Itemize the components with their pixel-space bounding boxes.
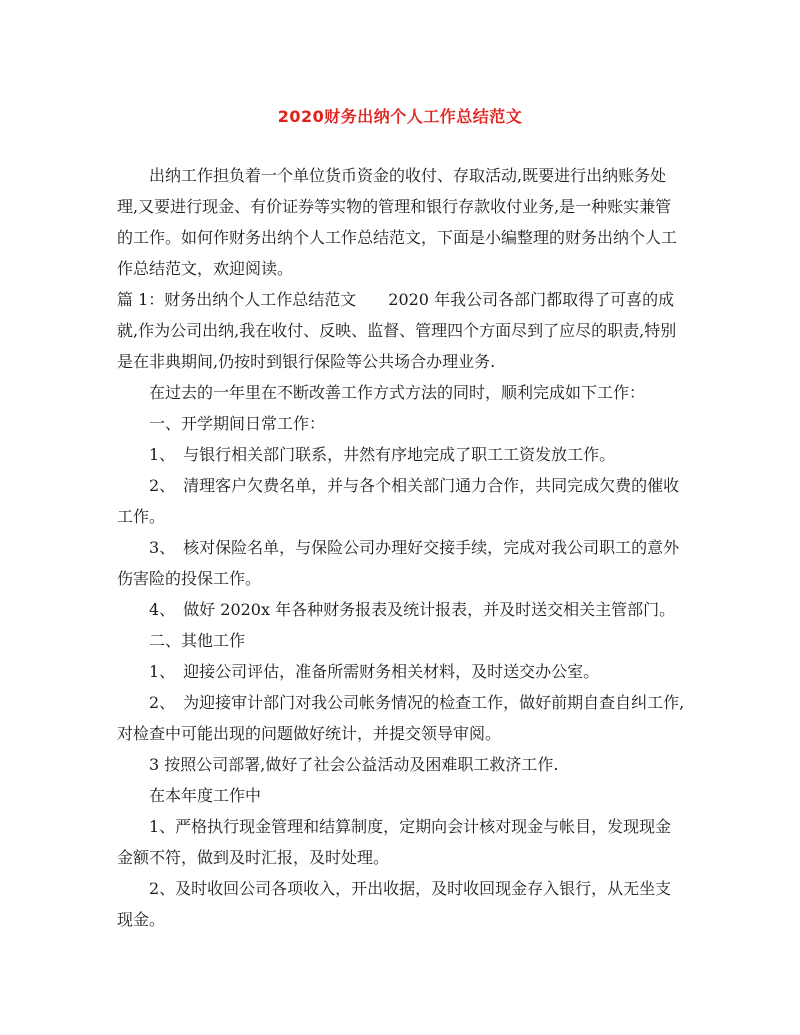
heading-annual-work: 在本年度工作中 bbox=[149, 786, 262, 805]
list-item-other-1: 1、 迎接公司评估，准备所需财务相关材料，及时送交办公室。 bbox=[149, 662, 600, 681]
document-title: 2020财务出纳个人工作总结范文 bbox=[277, 107, 523, 126]
paragraph-intro: 出纳工作担负着一个单位货币资金的收付、存取活动,既要进行出纳账务处理,又要进行现金、有价证券等实物的管理和银行存款收付业务,是一种账实兼管的工作。如何作财务出纳个人工作总结范文，下面是小编整理的财务出纳个人工作总结范文，欢迎阅读。 bbox=[117, 166, 678, 278]
paragraph-section-1: 篇 1：财务出纳个人工作总结范文 2020 年我公司各部门都取得了可喜的成就,作为公司出纳,我在收付、反映、监督、管理四个方面尽到了应尽的职责,特别是在非典期间,仍按时到银行保险等公共场合办理业务. bbox=[117, 290, 677, 371]
document-body bbox=[117, 160, 687, 935]
paragraph-summary: 在过去的一年里在不断改善工作方式方法的同时，顺利完成如下工作： bbox=[149, 383, 646, 402]
list-item-4: 4、 做好 2020x 年各种财务报表及统计报表，并及时送交相关主管部门。 bbox=[149, 600, 676, 619]
list-item-annual-1: 1、严格执行现金管理和结算制度，定期向会计核对现金与帐目，发现现金金额不符，做到及时汇报，及时处理。 bbox=[117, 817, 672, 867]
list-item-3: 3、 核对保险名单，与保险公司办理好交接手续，完成对我公司职工的意外伤害险的投保工作。 bbox=[117, 538, 680, 588]
list-item-2: 2、 清理客户欠费名单，并与各个相关部门通力合作，共同完成欠费的催收工作。 bbox=[117, 476, 680, 526]
list-item-annual-2: 2、及时收回公司各项收入，开出收据，及时收回现金存入银行，从无坐支现金。 bbox=[117, 879, 672, 929]
heading-daily-work: 一、开学期间日常工作： bbox=[149, 414, 326, 433]
list-item-other-2: 2、 为迎接审计部门对我公司帐务情况的检查工作，做好前期自查自纠工作,对检查中可能出现的问题做好统计，并提交领导审阅。 bbox=[117, 693, 685, 743]
heading-other-work: 二、其他工作 bbox=[149, 631, 246, 650]
list-item-other-3: 3 按照公司部署,做好了社会公益活动及困难职工救济工作. bbox=[149, 755, 559, 774]
list-item-1: 1、 与银行相关部门联系，井然有序地完成了职工工资发放工作。 bbox=[149, 445, 616, 464]
